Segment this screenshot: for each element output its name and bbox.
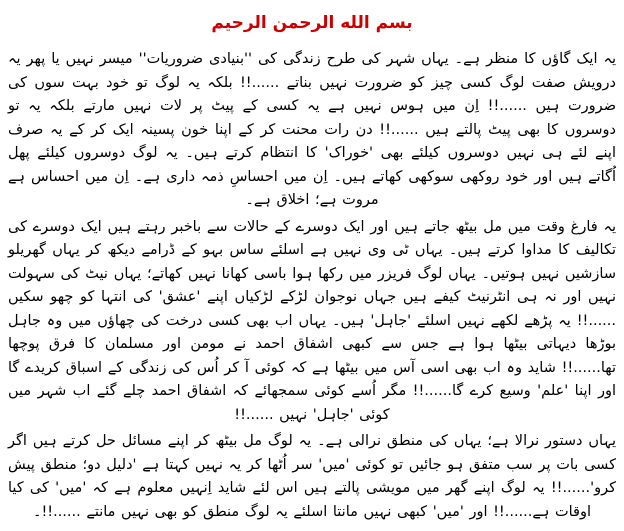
paragraph-village-logic: یہاں دستور نرالا ہے؛ یہاں کی منطق نرالی ہے۔ یہ لوگ مل بیٹھ کر اپنے مسائل حل کرتے ہیں اگر کسی بات پر سب متفق ہو جائیں تو کوئی 'میں' سر اُٹھا کر یہ نہیں کہتا ہے 'دلیل دو؛ منطق پیش کرو'......!! یہ لوگ اپنے گھر میں مویشی پالتے ہیں اس لئے شاید اِنہیں معلوم ہے کہ 'میں' کی کیا اوقات ہے......!! اور 'میں' کبھی نہیں مانتا اسلئے یہ لوگ منطق کو بھی نہیں مانتے ......!!۔ <box>8 433 616 520</box>
bismillah-heading: بسم الله الرحمن الرحيم <box>211 13 413 33</box>
paragraph-village-life: یہ فارغ وقت میں مل بیٹھ جاتے ہیں اور ایک دوسرے کے حالات سے باخبر رہتے ہیں ایک دوسرے کی تکالیف کا مداوا کرتے ہیں۔ یہاں ٹی وی نہیں ہے اسلئے ساس بہو کے ڈرامے دیکھ کر یہاں گھریلو سازشیں نہیں ہوتیں۔ یہاں لوگ فریزر میں رکھا ہوا باسی کھانا نہیں کھاتے؛ یہاں نیٹ کی سہولت نہیں اور نہ ہی انٹرنیٹ کیفے ہیں جہاں نوجوان لڑکے لڑکیاں اپنے 'عشق' کی انتہا کو چھو سکیں ......!! یہ پڑھے لکھے نہیں اسلئے 'جاہل' ہیں۔ یہاں اب بھی کسی درخت کی چھاؤں میں وہ جاہل بوڑھا دیہاتی بیٹھا ہوا ہے جس سے کبھی اشفاق احمد نے مومن اور مسلمان کا فرق پوچھا تھا......!! شاید وہ اب بھی اسی آس میں بیٹھا ہے کہ کوئی آ کر اُس کی زندگی کے اسباق کریدے گا اور اپنا 'علم' وسیع کرے گا......!! مگر اُسے کوئی سمجھائے کہ اشفاق احمد چلے گئے اب شہر میں کوئی 'جاہل' نہیں ......!! <box>8 218 616 423</box>
paragraph-village-scene: یہ ایک گاؤں کا منظر ہے۔ یہاں شہر کی طرح زندگی کی ''بنیادی ضروریات'' میسر نہیں یا پھر یہ درویش صفت لوگ کسی چیز کو ضرورت نہیں بناتے ......!! بلکہ یہ لوگ تو خود بہت سوں کی ضرورت ہیں ......!! اِن میں ہوس نہیں ہے یہ کسی کے پیٹ پر لات نہیں مارتے بلکہ یہ تو دوسروں کا بھی پیٹ پالتے ہیں ......!! دن رات محنت کر کے اپنا خون پسینہ ایک کر کے یہ صرف اپنے لئے ہی نہیں دوسروں کیلئے بھی 'خوراک' کا انتظام کرتے ہیں۔ یہ لوگ دوسروں کیلئے پھل اُگاتے ہیں اور خود روکھی سوکھی کھاتے ہیں۔ اِن میں احساسِ ذمہ داری ہے۔ اِن میں احساس ہے مروت ہے؛ اخلاق ہے۔ <box>8 51 616 208</box>
